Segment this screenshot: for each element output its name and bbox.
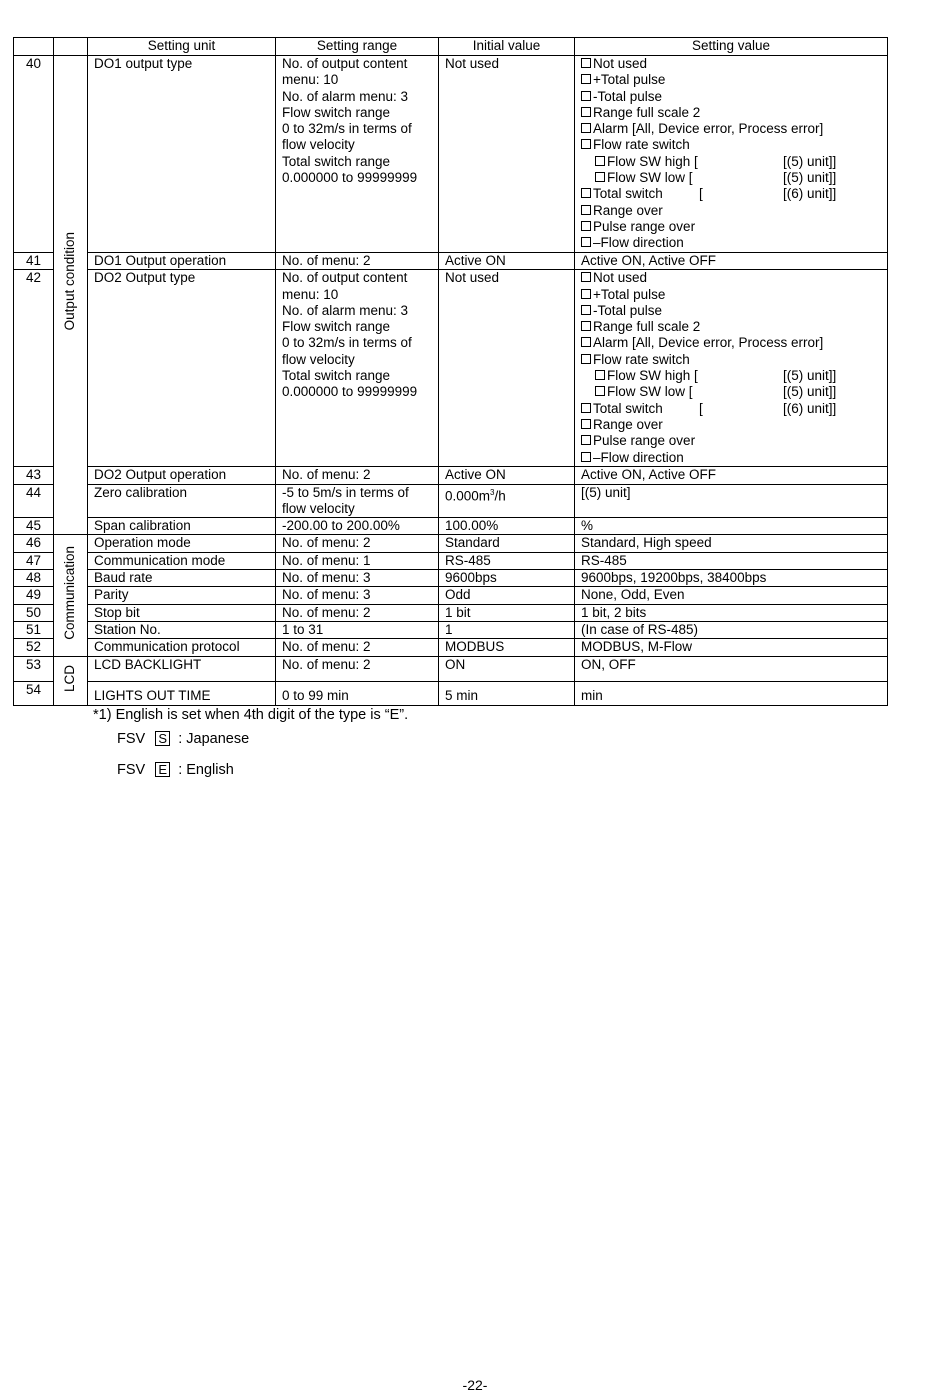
setting-value: 9600bps, 19200bps, 38400bps — [575, 570, 888, 587]
setting-range: 1 to 31 — [276, 621, 439, 638]
row-number: 44 — [14, 484, 54, 518]
settings-table — [13, 37, 888, 706]
checkbox-icon — [581, 272, 591, 282]
letter-box: S — [155, 731, 170, 746]
header-setting-value: Setting value — [575, 38, 888, 56]
fsv-japanese: FSV S : Japanese — [117, 731, 250, 747]
checkbox-icon — [581, 107, 591, 117]
setting-unit: Stop bit — [88, 604, 276, 621]
setting-unit: DO1 Output operation — [88, 253, 276, 270]
checkbox-icon — [581, 123, 591, 133]
letter-box: E — [155, 762, 170, 777]
setting-range: -200.00 to 200.00% — [276, 518, 439, 535]
setting-range: No. of menu: 1 — [276, 552, 439, 569]
table-row — [14, 518, 888, 535]
checkbox-icon — [581, 354, 591, 364]
setting-value: [(5) unit] — [575, 484, 888, 518]
table-row — [14, 587, 888, 604]
header-no — [14, 38, 54, 56]
row-number: 52 — [14, 639, 54, 656]
row-number: 43 — [14, 467, 54, 484]
setting-value: None, Odd, Even — [575, 587, 888, 604]
table-row — [14, 639, 888, 656]
initial-value: 9600bps — [439, 570, 575, 587]
header-initial-value: Initial value — [439, 38, 575, 56]
setting-unit: Communication protocol — [88, 639, 276, 656]
setting-range: -5 to 5m/s in terms of flow velocity — [276, 484, 439, 518]
category-label: Communication — [62, 546, 78, 641]
setting-value: RS-485 — [575, 552, 888, 569]
initial-value: Odd — [439, 587, 575, 604]
initial-value: Active ON — [439, 253, 575, 270]
setting-range: No. of menu: 3 — [276, 587, 439, 604]
setting-range: No. of menu: 2 — [276, 604, 439, 621]
setting-value: min — [575, 681, 888, 705]
setting-range: No. of menu: 2 — [276, 467, 439, 484]
category-lcd — [54, 656, 88, 705]
category-label: LCD — [62, 664, 78, 692]
checkbox-icon — [581, 74, 591, 84]
setting-value: Not used +Total pulse -Total pulse Range full scale 2 Alarm [All, Device error, Process error] Flow rate switch Flow SW high [ [(5) unit]] Flow SW low [ [(5) unit]] Total switch [ [(6) unit]] Range over Pulse range over –Flow direction — [575, 56, 888, 253]
table-row — [14, 467, 888, 484]
header-cat — [54, 38, 88, 56]
checkbox-icon — [581, 435, 591, 445]
footnote-english: *1) English is set when 4th digit of the type is “E”. — [93, 707, 409, 723]
setting-range: 0 to 99 min — [276, 681, 439, 705]
setting-value: Active ON, Active OFF — [575, 253, 888, 270]
checkbox-icon — [581, 91, 591, 101]
table-row — [14, 535, 888, 552]
checkbox-icon — [581, 289, 591, 299]
checkbox-icon — [581, 205, 591, 215]
table-row — [14, 270, 888, 467]
setting-unit: Communication mode — [88, 552, 276, 569]
table-row — [14, 552, 888, 569]
setting-value: Active ON, Active OFF — [575, 467, 888, 484]
setting-value: (In case of RS-485) — [575, 621, 888, 638]
setting-range: No. of menu: 2 — [276, 639, 439, 656]
setting-unit: DO2 Output type — [88, 270, 276, 467]
table-row — [14, 56, 888, 253]
category-label: Output condition — [62, 231, 78, 331]
row-number: 51 — [14, 621, 54, 638]
table-row — [14, 656, 888, 681]
checkbox-icon — [595, 156, 605, 166]
initial-value: $0.000m^3/h$ — [439, 484, 575, 518]
checkbox-icon — [581, 139, 591, 149]
row-number: 50 — [14, 604, 54, 621]
checkbox-icon — [581, 237, 591, 247]
table-row — [14, 253, 888, 270]
setting-unit: Parity — [88, 587, 276, 604]
setting-range: No. of menu: 2 — [276, 535, 439, 552]
fsv-english: FSV E : English — [117, 762, 234, 778]
header-row — [14, 38, 888, 56]
row-number: 47 — [14, 552, 54, 569]
setting-range: No. of menu: 3 — [276, 570, 439, 587]
initial-value: Active ON — [439, 467, 575, 484]
footnotes — [93, 706, 409, 778]
checkbox-icon — [581, 337, 591, 347]
setting-value: ON, OFF — [575, 656, 888, 681]
checkbox-icon — [581, 221, 591, 231]
setting-unit: Operation mode — [88, 535, 276, 552]
setting-unit: Span calibration — [88, 518, 276, 535]
checkbox-icon — [595, 172, 605, 182]
setting-range: No. of menu: 2 — [276, 656, 439, 681]
checkbox-icon — [595, 370, 605, 380]
setting-unit: Baud rate — [88, 570, 276, 587]
page-number: -22- — [462, 1377, 488, 1393]
table-row — [14, 621, 888, 638]
checkbox-icon — [581, 419, 591, 429]
setting-value: 1 bit, 2 bits — [575, 604, 888, 621]
table-row — [14, 484, 888, 518]
initial-value: 1 — [439, 621, 575, 638]
checkbox-icon — [595, 386, 605, 396]
row-number: 54 — [14, 681, 54, 705]
category-communication — [54, 535, 88, 656]
setting-range: No. of menu: 2 — [276, 253, 439, 270]
setting-unit: DO1 output type — [88, 56, 276, 253]
row-number: 49 — [14, 587, 54, 604]
initial-value: ON — [439, 656, 575, 681]
setting-range: No. of output content menu: 10 No. of alarm menu: 3 Flow switch range 0 to 32m/s in terms of flow velocity Total switch range 0.000000 to 99999999 — [276, 56, 439, 253]
setting-value: MODBUS, M-Flow — [575, 639, 888, 656]
category-output-condition — [54, 56, 88, 535]
checkbox-icon — [581, 403, 591, 413]
setting-unit: LIGHTS OUT TIME — [88, 681, 276, 705]
checkbox-icon — [581, 188, 591, 198]
table-row — [14, 570, 888, 587]
header-setting-range: Setting range — [276, 38, 439, 56]
initial-value: MODBUS — [439, 639, 575, 656]
checkbox-icon — [581, 305, 591, 315]
initial-value: 1 bit — [439, 604, 575, 621]
initial-value: Not used — [439, 270, 575, 467]
row-number: 45 — [14, 518, 54, 535]
row-number: 46 — [14, 535, 54, 552]
initial-value: Not used — [439, 56, 575, 253]
row-number: 42 — [14, 270, 54, 467]
initial-value: RS-485 — [439, 552, 575, 569]
initial-value: 5 min — [439, 681, 575, 705]
row-number: 53 — [14, 656, 54, 681]
row-number: 48 — [14, 570, 54, 587]
setting-unit: Station No. — [88, 621, 276, 638]
row-number: 41 — [14, 253, 54, 270]
table-row — [14, 681, 888, 705]
setting-value: Not used +Total pulse -Total pulse Range full scale 2 Alarm [All, Device error, Process error] Flow rate switch Flow SW high [ [(5) unit]] Flow SW low [ [(5) unit]] Total switch [ [(6) unit]] Range over Pulse range over –Flow direction — [575, 270, 888, 467]
setting-unit: Zero calibration — [88, 484, 276, 518]
setting-range: No. of output content menu: 10 No. of alarm menu: 3 Flow switch range 0 to 32m/s in terms of flow velocity Total switch range 0.000000 to 99999999 — [276, 270, 439, 467]
initial-value: 100.00% — [439, 518, 575, 535]
initial-value: Standard — [439, 535, 575, 552]
setting-value: Standard, High speed — [575, 535, 888, 552]
header-setting-unit: Setting unit — [88, 38, 276, 56]
table-row — [14, 604, 888, 621]
setting-unit: DO2 Output operation — [88, 467, 276, 484]
row-number: 40 — [14, 56, 54, 253]
checkbox-icon — [581, 452, 591, 462]
checkbox-icon — [581, 321, 591, 331]
setting-unit: LCD BACKLIGHT — [88, 656, 276, 681]
checkbox-icon — [581, 58, 591, 68]
setting-value: % — [575, 518, 888, 535]
